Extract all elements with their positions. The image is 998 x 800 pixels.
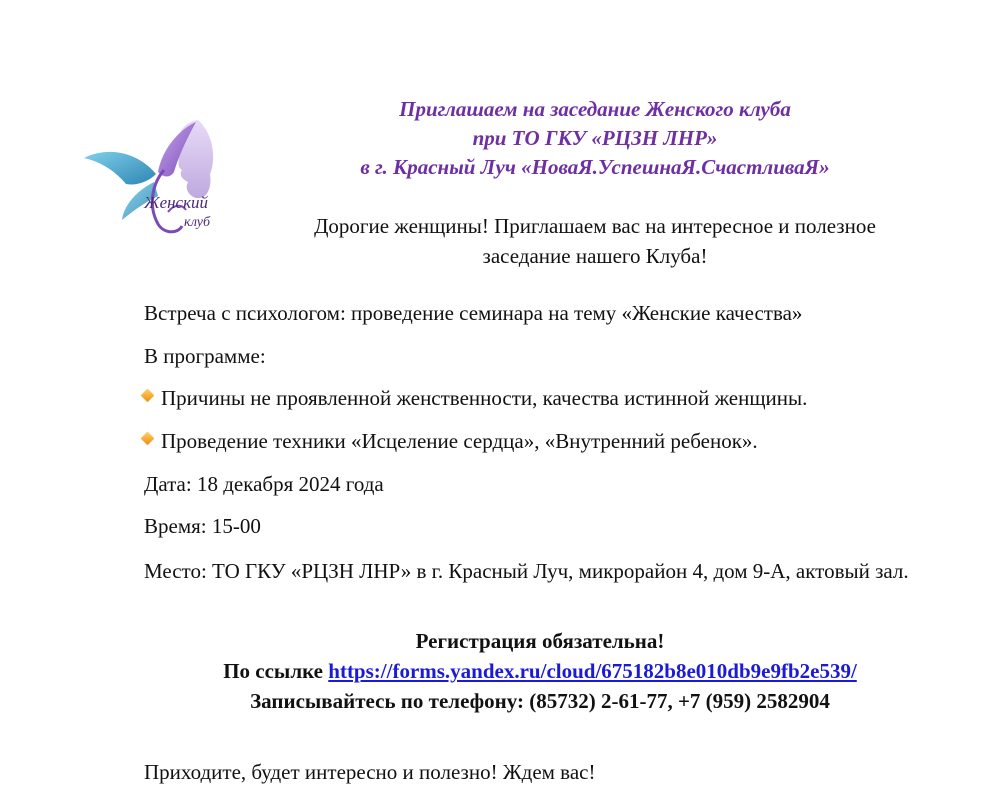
program-item-text: Проведение техники «Исцеление сердца», «Внутренний ребенок». [161,429,758,453]
event-date: Дата: 18 декабря 2024 года [144,472,384,496]
program-label: В программе: [144,344,266,368]
greeting-line-2: заседание нашего Клуба! [482,244,708,268]
program-item [143,384,807,412]
diamond-bullet-icon [141,389,154,402]
closing-text: Приходите, будет интересно и полезно! Ждем вас! [144,760,596,784]
registration-link-line [100,656,980,686]
event-time: Время: 15-00 [144,514,261,538]
svg-text:клуб: клуб [184,215,211,230]
title-line-3: в г. Красный Луч «НоваЯ.УспешнаЯ.СчастливаЯ» [360,155,830,179]
svg-text:Женский: Женский [144,193,209,212]
title-line-1: Приглашаем на заседание Женского клуба [399,97,791,121]
link-prefix: По ссылке [223,659,329,683]
invitation-title [320,95,870,182]
butterfly-logo-icon [78,112,238,242]
registration-block [100,626,980,716]
registration-link[interactable]: https://forms.yandex.ru/cloud/675182b8e010db9e9fb2e539/ [328,659,857,683]
registration-required: Регистрация обязательна! [415,629,665,653]
greeting-line-1: Дорогие женщины! Приглашаем вас на интересное и полезное [314,214,876,238]
womens-club-logo [78,112,238,242]
program-item-text: Причины не проявленной женственности, качества истинной женщины. [161,386,808,410]
program-item [143,427,758,455]
greeting [265,211,925,271]
meeting-topic: Встреча с психологом: проведение семинара на тему «Женские качества» [144,301,803,325]
diamond-bullet-icon [141,432,154,445]
title-line-2: при ТО ГКУ «РЦЗН ЛНР» [472,126,718,150]
registration-phone: Записывайтесь по телефону: (85732) 2-61-77, +7 (959) 2582904 [250,689,830,713]
event-place: Место: ТО ГКУ «РЦЗН ЛНР» в г. Красный Луч, микрорайон 4, дом 9-А, актовый зал. [144,559,909,583]
